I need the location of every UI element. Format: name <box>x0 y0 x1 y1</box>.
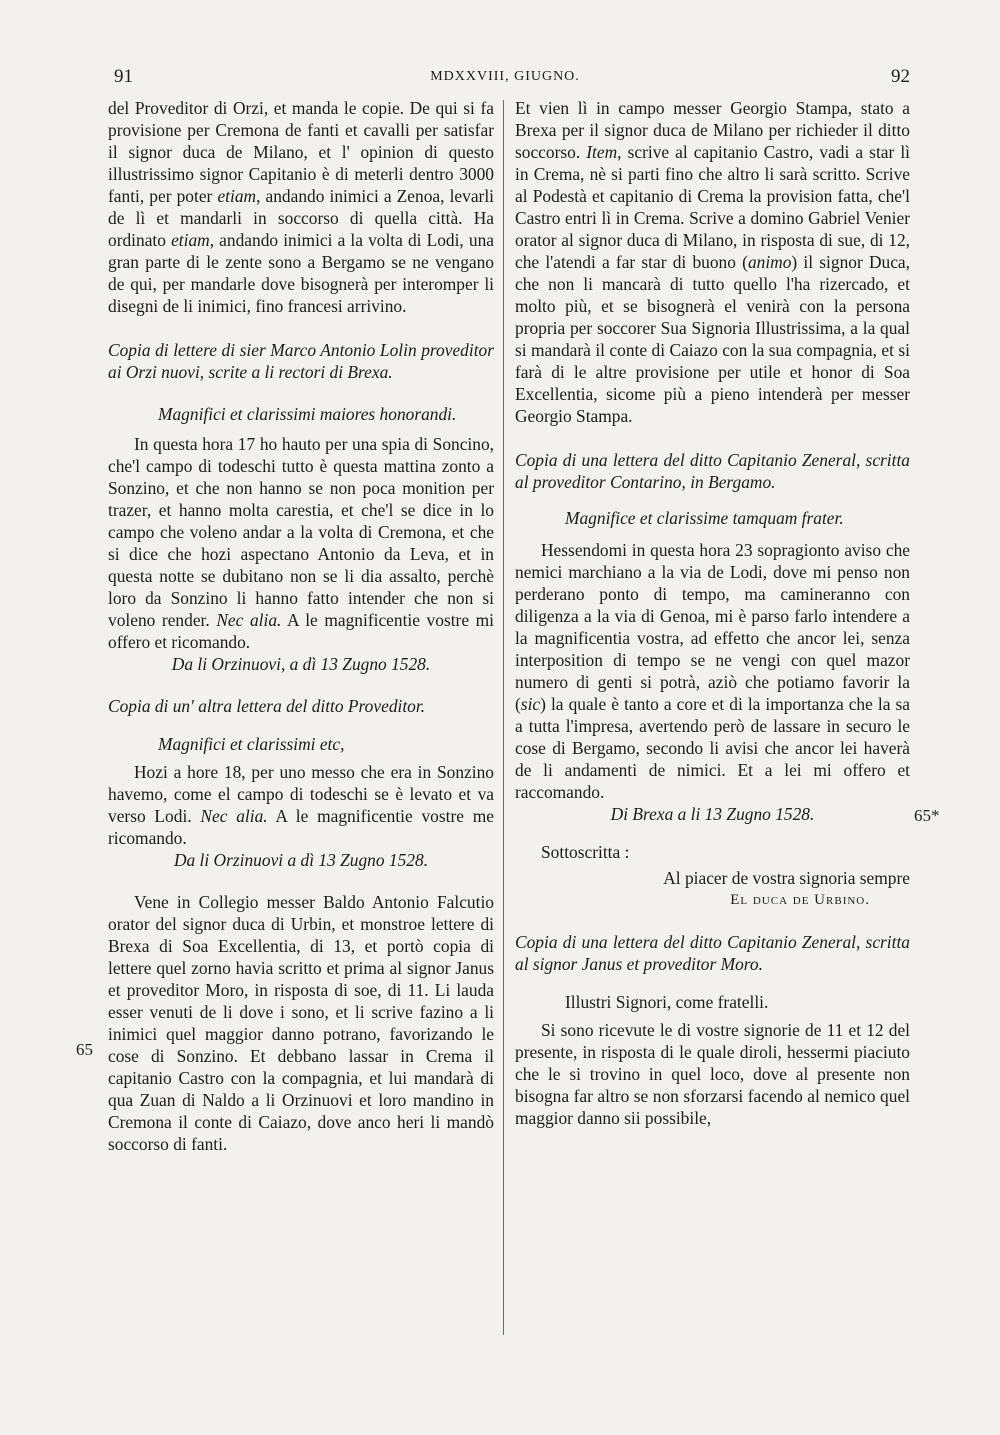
page-header <box>100 66 910 92</box>
dateline: Di Brexa a li 13 Zugno 1528. <box>610 804 815 824</box>
column-divider <box>503 100 504 1335</box>
paragraph: Hessendomi in questa hora 23 sopragionto aviso che nemici marchiano a la via de Lodi, dove mi penso non perderano ponto di tempo, ma camineranno con diligenza a la via di Genoa, mi è parso farlo intendere a la magnificentia vostra, ad effetto che ancor lei, senza interposition di tempo se ne vengi con quel mazor numero di genti si potrà, aziò che potiamo favorir la (sic) la quale è tanto a core et di la importanza che la sa a tutta l'impresa, avertendo però de lassare in securo le cose di Bergamo, secondo li avisi che ancor lei haverà de li andamenti de nimici. Et a lei mi offero et raccomando. <box>515 540 910 802</box>
margin-number-left: 65 <box>76 1040 93 1059</box>
salutation: Magnifici et clarissimi etc, <box>158 734 345 754</box>
letter-heading: Copia di una lettera del ditto Capitanio Zeneral, scritta al signor Janus et proveditor Moro. <box>515 932 910 974</box>
paragraph: Vene in Collegio messer Baldo Antonio Falcutio orator del signor duca di Urbin, et monstroe lettere di Brexa di Soa Excellentia, di 13, et portò copia di lettere quel zorno havia scritto et prima al signor Janus et proveditor Moro, in risposta di soe, di 11. Li lauda esser venuti de li dove i sono, et li scrive fazino a li inimici quel maggior danno potrano, favorizando le cose di Sonzino. Et debbano lassar in Crema il capitanio Castro con la compagnia, et lui mandarà di qua Zuan di Naldo a li Orzinuovi et loro mandino in Cremona il conte di Caiazo, dove anco heri li mandò soccorso di fanti. <box>108 892 494 1154</box>
salutation: Magnifici et clarissimi maiores honorandi. <box>158 404 457 424</box>
letter-heading: Copia di un' altra lettera del ditto Proveditor. <box>108 696 426 716</box>
paragraph: Si sono ricevute le di vostre signorie de 11 et 12 del presente, in risposta di le quale diroli, hessermi piaciuto che le si trovino in quel loco, dove al presente non bisogna far altro se non sforzarsi facendo al nemico quel maggior danno sii possibile, <box>515 1020 910 1128</box>
dateline: Da li Orzinuovi a dì 13 Zugno 1528. <box>173 850 429 870</box>
page-number-left: 91 <box>114 66 133 87</box>
dateline: Da li Orzinuovi, a dì 13 Zugno 1528. <box>171 654 431 674</box>
signature-line: Al piacer de vostra signoria sempre <box>663 868 910 888</box>
letter-heading: Copia di una lettera del ditto Capitanio Zeneral, scritta al proveditor Contarino, in Bergamo. <box>515 450 910 492</box>
paragraph: Et vien lì in campo messer Georgio Stampa, stato a Brexa per il signor duca de Milano per richieder il ditto soccorso. Item, scrive al capitanio Castro, vadi a star lì in Crema, nè si parti fino che altro li sarà scritto. Scrive al Podestà et capitanio di Crema la provision fatta, che'l Castro entri lì in Crema. Scrive a domino Gabriel Venier orator al signor duca di Milano, in risposta di sue, di 12, che l'atendi a far star di buono (animo) il signor Duca, che non li mancarà di tutto quello l'ha rizercado, et molto più, et se bisognerà el venirà con la persona propria per soccorer Sua Signoria Illustrissima, a la qual si mandarà il conte di Caiazo con la sua compagnia, et si farà di le altre provisione per utile et honor di Soa Excellentia, sicome più a pieno intenderà per messer Georgio Stampa. <box>515 98 911 426</box>
page-number-right: 92 <box>891 66 910 87</box>
salutation: Magnifice et clarissime tamquam frater. <box>565 508 844 528</box>
signature-name: El duca de Urbino. <box>730 892 870 908</box>
sottoscritta-label: Sottoscritta : <box>541 842 630 862</box>
running-title: MDXXVIII, GIUGNO. <box>430 69 580 84</box>
letter-heading: Copia di lettere di sier Marco Antonio Lolin proveditor ai Orzi nuovi, scrite a li rectori di Brexa. <box>108 340 494 382</box>
margin-number-right: 65* <box>914 806 940 825</box>
paragraph: Hozi a hore 18, per uno messo che era in Sonzino havemo, come el campo di todeschi se è levato et va verso Lodi. Nec alia. A le magnificentie vostre me ricomando. <box>108 762 495 848</box>
paragraph: del Proveditor di Orzi, et manda le copie. De qui si fa provisione per Cremona de fanti et cavalli per satisfar il signor duca de Milano, et l' opinion di questo illustrissimo signor Capitanio è di meterli dentro 3000 fanti, per poter etiam, andando inimici a Zenoa, levarli de lì et mandarli in soccorso di quella città. Ha ordinato etiam, andando inimici a la volta di Lodi, una gran parte di le zente sono a Bergamo se ne vengano de qui, per mandarle dove bisognerà per interomper li disegni de li inimici, fino francesi arrivino. <box>108 98 494 316</box>
salutation: Illustri Signori, come fratelli. <box>565 992 769 1012</box>
right-column <box>515 97 910 1129</box>
left-column <box>108 97 494 1155</box>
paragraph: In questa hora 17 ho hauto per una spia di Soncino, che'l campo di todeschi tutto è questa mattina zonto a Sonzino, et che non hanno se non poca monition per trazer, et hanno molta carestia, et che'l se dice in lo campo che voleno andar a la volta di Cremona, et che si dice che hozi aspectano Antonio da Leva, et in questa notte se dubitano non se li dia assalto, perchè loro da Sonzino li hanno fatto intender che non si voleno render. Nec alia. A le magnificentie vostre mi offero et ricomando. <box>108 434 495 652</box>
